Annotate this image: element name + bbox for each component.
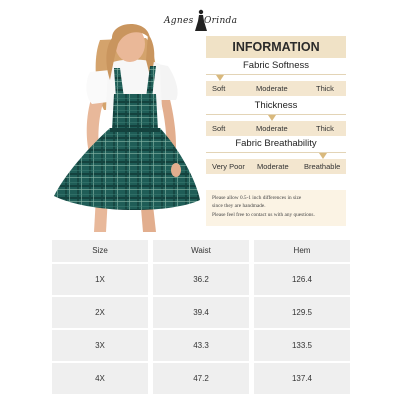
- table-cell-waist: 43.3: [153, 330, 249, 361]
- table-cell-size: 3X: [52, 330, 148, 361]
- note-line: Please allow 0.5-1 inch differences in size: [212, 195, 302, 201]
- thickness-title: Thickness: [254, 100, 298, 111]
- fabric-softness-title: Fabric Softness: [243, 60, 309, 71]
- table-cell-hem: 129.5: [254, 297, 350, 328]
- table-cell-hem: 126.4: [254, 264, 350, 295]
- note-line: Please feel free to contact us with any questions.: [212, 211, 315, 218]
- table-cell-hem: 137.4: [254, 363, 350, 394]
- brand-figure-icon: [194, 9, 208, 33]
- info-title: INFORMATION: [206, 36, 346, 58]
- table-header-hem: Hem: [254, 240, 350, 262]
- size-table: [52, 240, 350, 397]
- breathability-title: Fabric Breathability: [235, 138, 317, 149]
- brand-logo: [160, 9, 240, 35]
- table-cell-waist: 39.4: [153, 297, 249, 328]
- thickness-scale: [206, 121, 346, 136]
- thickness-option-high: Thick: [316, 124, 334, 133]
- thickness-option-low: Soft: [212, 124, 226, 133]
- table-header-size: Size: [52, 240, 148, 262]
- breathability-option-high: Breathable: [304, 162, 341, 171]
- note-line: since they are handmade.: [212, 203, 266, 210]
- divider: [206, 74, 346, 75]
- table-cell-size: 2X: [52, 297, 148, 328]
- breathability-scale: [206, 159, 346, 174]
- breathability-option-low: Very Poor: [212, 162, 245, 171]
- table-header-waist: Waist: [153, 240, 249, 262]
- thickness-option-mid: Moderate: [256, 124, 288, 133]
- softness-option-low: Soft: [212, 84, 226, 93]
- table-cell-waist: 36.2: [153, 264, 249, 295]
- table-cell-hem: 133.5: [254, 330, 350, 361]
- softness-scale: [206, 81, 346, 96]
- brand-first-name: Agnes: [164, 16, 194, 26]
- table-cell-size: 1X: [52, 264, 148, 295]
- divider: [206, 114, 346, 115]
- brand-last-name: Orinda: [204, 16, 238, 26]
- softness-option-high: Thick: [316, 84, 334, 93]
- breathability-option-mid: Moderate: [257, 162, 289, 171]
- softness-option-mid: Moderate: [256, 84, 288, 93]
- table-cell-waist: 47.2: [153, 363, 249, 394]
- size-note: [206, 190, 346, 226]
- info-panel: [206, 36, 346, 226]
- table-cell-size: 4X: [52, 363, 148, 394]
